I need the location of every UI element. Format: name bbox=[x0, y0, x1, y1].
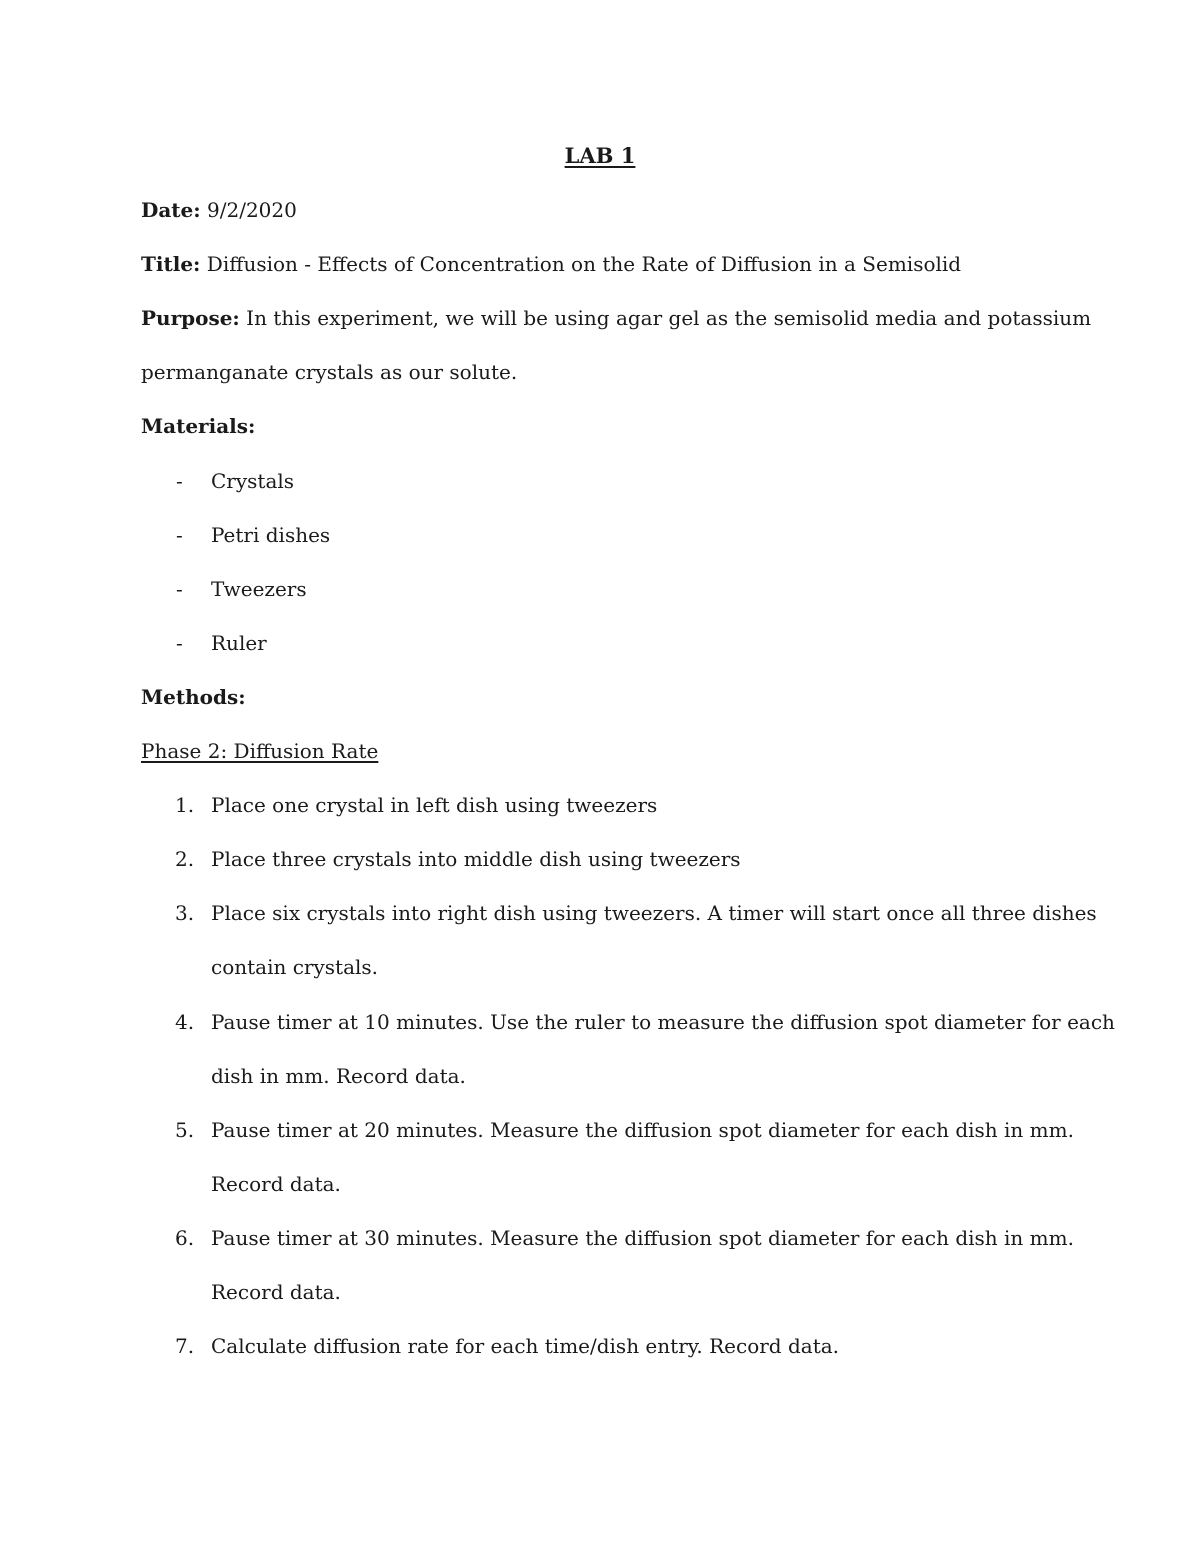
step-number: 6. bbox=[175, 1226, 195, 1250]
step-text-continued: dish in mm. Record data. bbox=[211, 1064, 466, 1088]
list-item: Petri dishes bbox=[211, 523, 331, 547]
page-title: LAB 1 bbox=[564, 143, 636, 168]
purpose-label: Purpose: bbox=[141, 306, 240, 330]
step-text: Place three crystals into middle dish using tweezers bbox=[211, 847, 741, 871]
title-line bbox=[141, 250, 961, 278]
materials-heading: Materials: bbox=[141, 414, 256, 438]
step-text-continued: contain crystals. bbox=[211, 955, 379, 979]
step-number: 7. bbox=[175, 1334, 195, 1358]
phase-heading: Phase 2: Diffusion Rate bbox=[141, 739, 379, 763]
step-number: 5. bbox=[175, 1118, 195, 1142]
step-text-continued: Record data. bbox=[211, 1172, 341, 1196]
list-item: Crystals bbox=[211, 469, 295, 493]
step-text-continued: Record data. bbox=[211, 1280, 341, 1304]
purpose-text-1: In this experiment, we will be using agar gel as the semisolid media and potassium bbox=[246, 306, 1092, 330]
step-number: 3. bbox=[175, 901, 195, 925]
step-text: Place six crystals into right dish using tweezers. A timer will start once all three dishes bbox=[211, 901, 1097, 925]
title-label: Title: bbox=[141, 252, 201, 276]
step-text: Pause timer at 30 minutes. Measure the diffusion spot diameter for each dish in mm. bbox=[211, 1226, 1074, 1250]
list-item: Tweezers bbox=[211, 577, 307, 601]
step-text: Place one crystal in left dish using tweezers bbox=[211, 793, 658, 817]
purpose-line bbox=[141, 304, 1091, 332]
step-text: Pause timer at 20 minutes. Measure the diffusion spot diameter for each dish in mm. bbox=[211, 1118, 1074, 1142]
title-value: Diffusion - Effects of Concentration on the Rate of Diffusion in a Semisolid bbox=[206, 252, 962, 276]
date-label: Date: bbox=[141, 198, 201, 222]
step-number: 4. bbox=[175, 1010, 195, 1034]
list-marker: - bbox=[176, 631, 183, 655]
date-line bbox=[141, 196, 297, 224]
list-marker: - bbox=[176, 469, 183, 493]
methods-heading: Methods: bbox=[141, 685, 246, 709]
step-number: 2. bbox=[175, 847, 195, 871]
list-marker: - bbox=[176, 577, 183, 601]
step-number: 1. bbox=[175, 793, 195, 817]
date-value: 9/2/2020 bbox=[207, 198, 297, 222]
purpose-text-2: permanganate crystals as our solute. bbox=[141, 360, 518, 384]
step-text: Calculate diffusion rate for each time/dish entry. Record data. bbox=[211, 1334, 840, 1358]
step-text: Pause timer at 10 minutes. Use the ruler to measure the diffusion spot diameter for each bbox=[211, 1010, 1115, 1034]
list-item: Ruler bbox=[211, 631, 267, 655]
list-marker: - bbox=[176, 523, 183, 547]
